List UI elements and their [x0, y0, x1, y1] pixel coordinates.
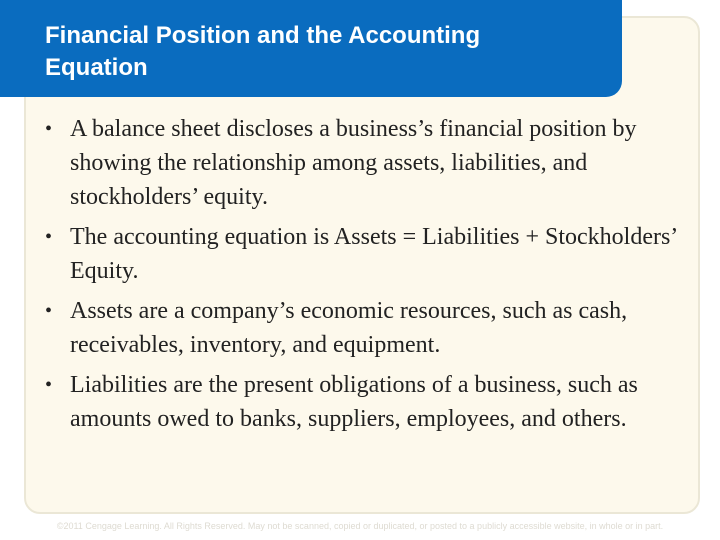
bullet-text: A balance sheet discloses a business’s financial position by showing the relationship among assets, liabilities, and stockholders’ equity.: [70, 116, 637, 210]
bullet-text: Assets are a company’s economic resources, such as cash, receivables, inventory, and equipment.: [70, 298, 628, 358]
bullet-icon: •: [45, 118, 53, 140]
bullet-text: Liabilities are the present obligations of a business, such as amounts owed to banks, suppliers, employees, and others.: [70, 372, 638, 432]
bullet-list: [45, 112, 695, 442]
bullet-icon: •: [45, 226, 53, 248]
bullet-item: [45, 368, 695, 436]
bullet-item: [45, 112, 695, 214]
title-bar: [0, 0, 622, 97]
bullet-icon: •: [45, 300, 53, 322]
slide-title: Financial Position and the Accounting Equation: [45, 22, 481, 81]
bullet-item: [45, 220, 695, 288]
bullet-icon: •: [45, 374, 53, 396]
bullet-item: [45, 294, 695, 362]
bullet-text: The accounting equation is Assets = Liabilities + Stockholders’ Equity.: [70, 224, 677, 284]
copyright-footer: ©2011 Cengage Learning. All Rights Reserved. May not be scanned, copied or duplicated, or posted to a publicly accessible website, in whole or in part.: [56, 521, 664, 531]
